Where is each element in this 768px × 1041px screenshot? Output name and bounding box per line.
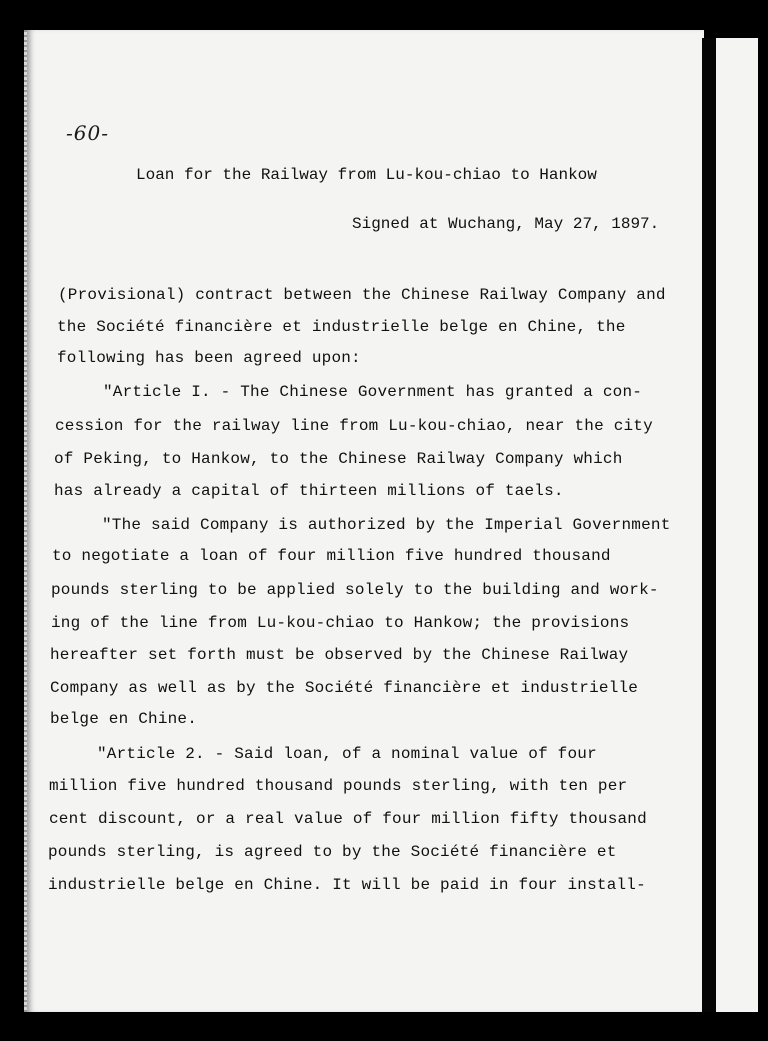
body-line: the Société financière et industrielle belge en Chine, the [57, 318, 626, 336]
body-line: has already a capital of thirteen millions of taels. [54, 482, 564, 500]
body-line: following has been agreed upon: [57, 349, 361, 367]
body-line: Company as well as by the Société financière et industrielle [50, 679, 639, 697]
body-line: "Article I. - The Chinese Government has granted a con- [103, 383, 643, 401]
body-line: ing of the line from Lu-kou-chiao to Hankow; the provisions [51, 614, 630, 632]
body-line: pounds sterling to be applied solely to the building and work- [51, 581, 659, 599]
document-title: Loan for the Railway from Lu-kou-chiao to Hankow [136, 166, 597, 184]
body-line: of Peking, to Hankow, to the Chinese Railway Company which [54, 450, 623, 468]
body-line: "The said Company is authorized by the Imperial Government [102, 516, 671, 534]
body-line: (Provisional) contract between the Chinese Railway Company and [58, 286, 666, 304]
adjacent-page-strip [716, 38, 758, 1012]
body-line: cession for the railway line from Lu-kou-chiao, near the city [55, 417, 653, 435]
page-number: -60- [66, 121, 109, 145]
body-line: pounds sterling, is agreed to by the Société financière et [48, 843, 617, 861]
binding-shadow [702, 38, 716, 1012]
signed-date-line: Signed at Wuchang, May 27, 1897. [352, 215, 660, 233]
body-line: million five hundred thousand pounds sterling, with ten per [49, 777, 628, 795]
body-line: to negotiate a loan of four million five hundred thousand [52, 547, 611, 565]
body-line: belge en Chine. [50, 710, 198, 728]
body-line: hereafter set forth must be observed by the Chinese Railway [50, 646, 629, 664]
body-line: industrielle belge en Chine. It will be paid in four install- [48, 876, 646, 894]
body-line: cent discount, or a real value of four million fifty thousand [49, 810, 647, 828]
body-line: "Article 2. - Said loan, of a nominal value of four [97, 745, 597, 763]
